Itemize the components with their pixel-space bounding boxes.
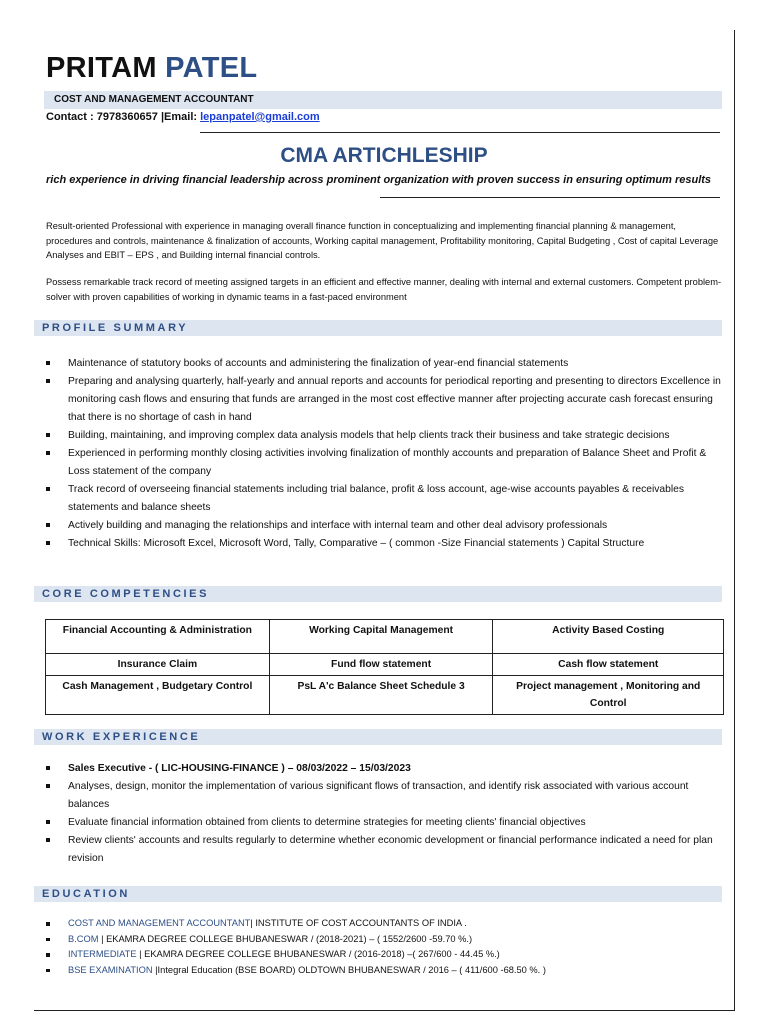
core-competencies-heading	[34, 586, 722, 602]
intro-paragraph-2: Possess remarkable track record of meeting assigned targets in an efficient and effective manner, dealing with internal and external customers. Competent problem-solver with proven capabilities of working in dynamic teams in a fast-paced environment	[46, 277, 722, 302]
education-heading	[34, 886, 722, 902]
bullet-icon	[46, 433, 50, 437]
qualification: BSE EXAMINATION	[68, 964, 153, 975]
qualification: B.COM	[68, 933, 99, 944]
bullet-icon	[46, 938, 50, 942]
list-item	[46, 760, 722, 778]
headline-title: CMA ARTICHLESHIP	[280, 144, 488, 167]
qualification-detail: | INSTITUTE OF COST ACCOUNTANTS OF INDIA .	[250, 918, 467, 928]
list-item-text: Review clients' accounts and results regularly to determine whether economic development or financial performance indicated a need for plan revision	[68, 835, 713, 864]
profile-summary-list	[46, 355, 722, 553]
divider-top	[200, 132, 720, 133]
job-title: COST AND MANAGEMENT ACCOUNTANT	[54, 94, 254, 105]
last-name: PATEL	[165, 52, 258, 84]
competencies-table	[45, 619, 724, 715]
first-name: PRITAM	[46, 52, 157, 84]
table-cell: Insurance Claim	[46, 654, 270, 676]
list-item	[46, 517, 722, 535]
list-item	[46, 947, 722, 963]
qualification-detail: | EKAMRA DEGREE COLLEGE BHUBANESWAR / (2018-2021) – ( 1552/2600 -59.70 %.)	[98, 933, 473, 944]
table-row	[46, 620, 724, 654]
list-item-text: Analyses, design, monitor the implementation of various significant flows of transaction, and identify risk associated with various account balances	[68, 781, 689, 810]
table-row	[46, 654, 724, 676]
bullet-icon	[46, 361, 50, 365]
list-item	[46, 427, 722, 445]
table-cell: PsL A'c Balance Sheet Schedule 3	[269, 676, 493, 715]
list-item	[46, 355, 722, 373]
list-item	[46, 778, 722, 814]
list-item	[46, 373, 722, 427]
list-item-text: Evaluate financial information obtained from clients to determine strategies for meeting clients' financial objectives	[68, 817, 586, 828]
table-cell: Cash flow statement	[493, 654, 724, 676]
list-item	[46, 814, 722, 832]
bullet-icon	[46, 379, 50, 383]
bullet-icon	[46, 820, 50, 824]
job-role: Sales Executive - ( LIC-HOUSING-FINANCE ) – 08/03/2022 – 15/03/2023	[68, 763, 411, 774]
job-title-band	[44, 91, 722, 109]
contact-label: Contact :	[46, 111, 97, 123]
table-cell: Fund flow statement	[269, 654, 493, 676]
table-cell: Working Capital Management	[269, 620, 493, 654]
bullet-icon	[46, 541, 50, 545]
work-experience-list	[46, 760, 722, 868]
list-item-text: Actively building and managing the relationships and interface with internal team and other deal advisory professionals	[68, 520, 608, 531]
qualification-detail: |Integral Education (BSE BOARD) OLDTOWN BHUBANESWAR / 2016 – ( 411/600 -68.50 %. )	[152, 964, 546, 975]
section-heading-text: PROFILE SUMMARY	[42, 322, 189, 334]
qualification: COST AND MANAGEMENT ACCOUNTANT	[68, 918, 251, 928]
section-heading-text: CORE COMPETENCIES	[42, 588, 210, 600]
table-cell: Financial Accounting & Administration	[46, 620, 270, 654]
section-heading-text: EDUCATION	[42, 888, 130, 900]
email-label: |Email:	[157, 111, 201, 123]
bullet-icon	[46, 766, 50, 770]
candidate-name	[46, 52, 257, 85]
qualification-detail: | EKAMRA DEGREE COLLEGE BHUBANESWAR / (2016-2018) –( 267/600 - 44.45 %.)	[136, 949, 500, 959]
list-item-text: Track record of overseeing financial statements including trial balance, profit & loss account, age-wise accounts payables & receivables statements and balance sheets	[68, 484, 685, 513]
list-item	[46, 832, 722, 868]
list-item-text: Technical Skills: Microsoft Excel, Microsoft Word, Tally, Comparative – ( common -Size Financial statements ) Capital Structure	[68, 538, 645, 549]
list-item-text: Experienced in performing monthly closing activities involving finalization of monthly accounts and preparation of Balance Sheet and Profit & Loss statement of the company	[68, 448, 707, 477]
contact-line	[46, 111, 320, 123]
qualification: INTERMEDIATE	[68, 949, 137, 959]
education-list	[46, 916, 722, 978]
list-item-text: Maintenance of statutory books of accounts and administering the finalization of year-end financial statements	[68, 358, 569, 369]
work-experience-heading	[34, 729, 722, 745]
table-cell: Project management , Monitoring and Control	[493, 676, 724, 715]
list-item	[46, 481, 722, 517]
table-cell: Activity Based Costing	[493, 620, 724, 654]
intro-paragraph-1: Result-oriented Professional with experience in managing overall finance function in conceptualizing and implementing financial planning & management, procedures and controls, maintenance & finalization of accounts, Working capital management, Profitability monitoring, Capital Budgeting , Cost of capital Leverage Analyses and EBIT – EPS , and Building internal financial controls.	[46, 221, 719, 260]
profile-summary-heading	[34, 320, 722, 336]
bullet-icon	[46, 784, 50, 788]
list-item	[46, 916, 722, 932]
list-item-text: Preparing and analysing quarterly, half-yearly and annual reports and accounts for periodical reporting and presenting to directors Excellence in monitoring cash flows and ensuring that funds are arranged in the most cost effective manner after projecting accurate cash forecast ensuring that there is no shortage of cash in hand	[68, 376, 721, 423]
section-heading-text: WORK EXPERICENCE	[42, 731, 201, 743]
list-item-text: Building, maintaining, and improving complex data analysis models that help clients track their business and take strategic decisions	[68, 430, 670, 441]
list-item	[46, 535, 722, 553]
bullet-icon	[46, 969, 50, 973]
bullet-icon	[46, 953, 50, 957]
bullet-icon	[46, 838, 50, 842]
bullet-icon	[46, 487, 50, 491]
bullet-icon	[46, 523, 50, 527]
phone-number: 7978360657	[96, 111, 158, 123]
email-link[interactable]: lepanpatel@gmail.com	[200, 111, 320, 123]
bullet-icon	[46, 922, 50, 926]
headline-tagline: rich experience in driving financial leadership across prominent organization with proven success in ensuring optimum results	[46, 174, 712, 186]
list-item	[46, 932, 722, 948]
bullet-icon	[46, 451, 50, 455]
table-cell: Cash Management , Budgetary Control	[46, 676, 270, 715]
divider-tagline	[380, 197, 720, 198]
list-item	[46, 963, 722, 979]
list-item	[46, 445, 722, 481]
table-row	[46, 676, 724, 715]
